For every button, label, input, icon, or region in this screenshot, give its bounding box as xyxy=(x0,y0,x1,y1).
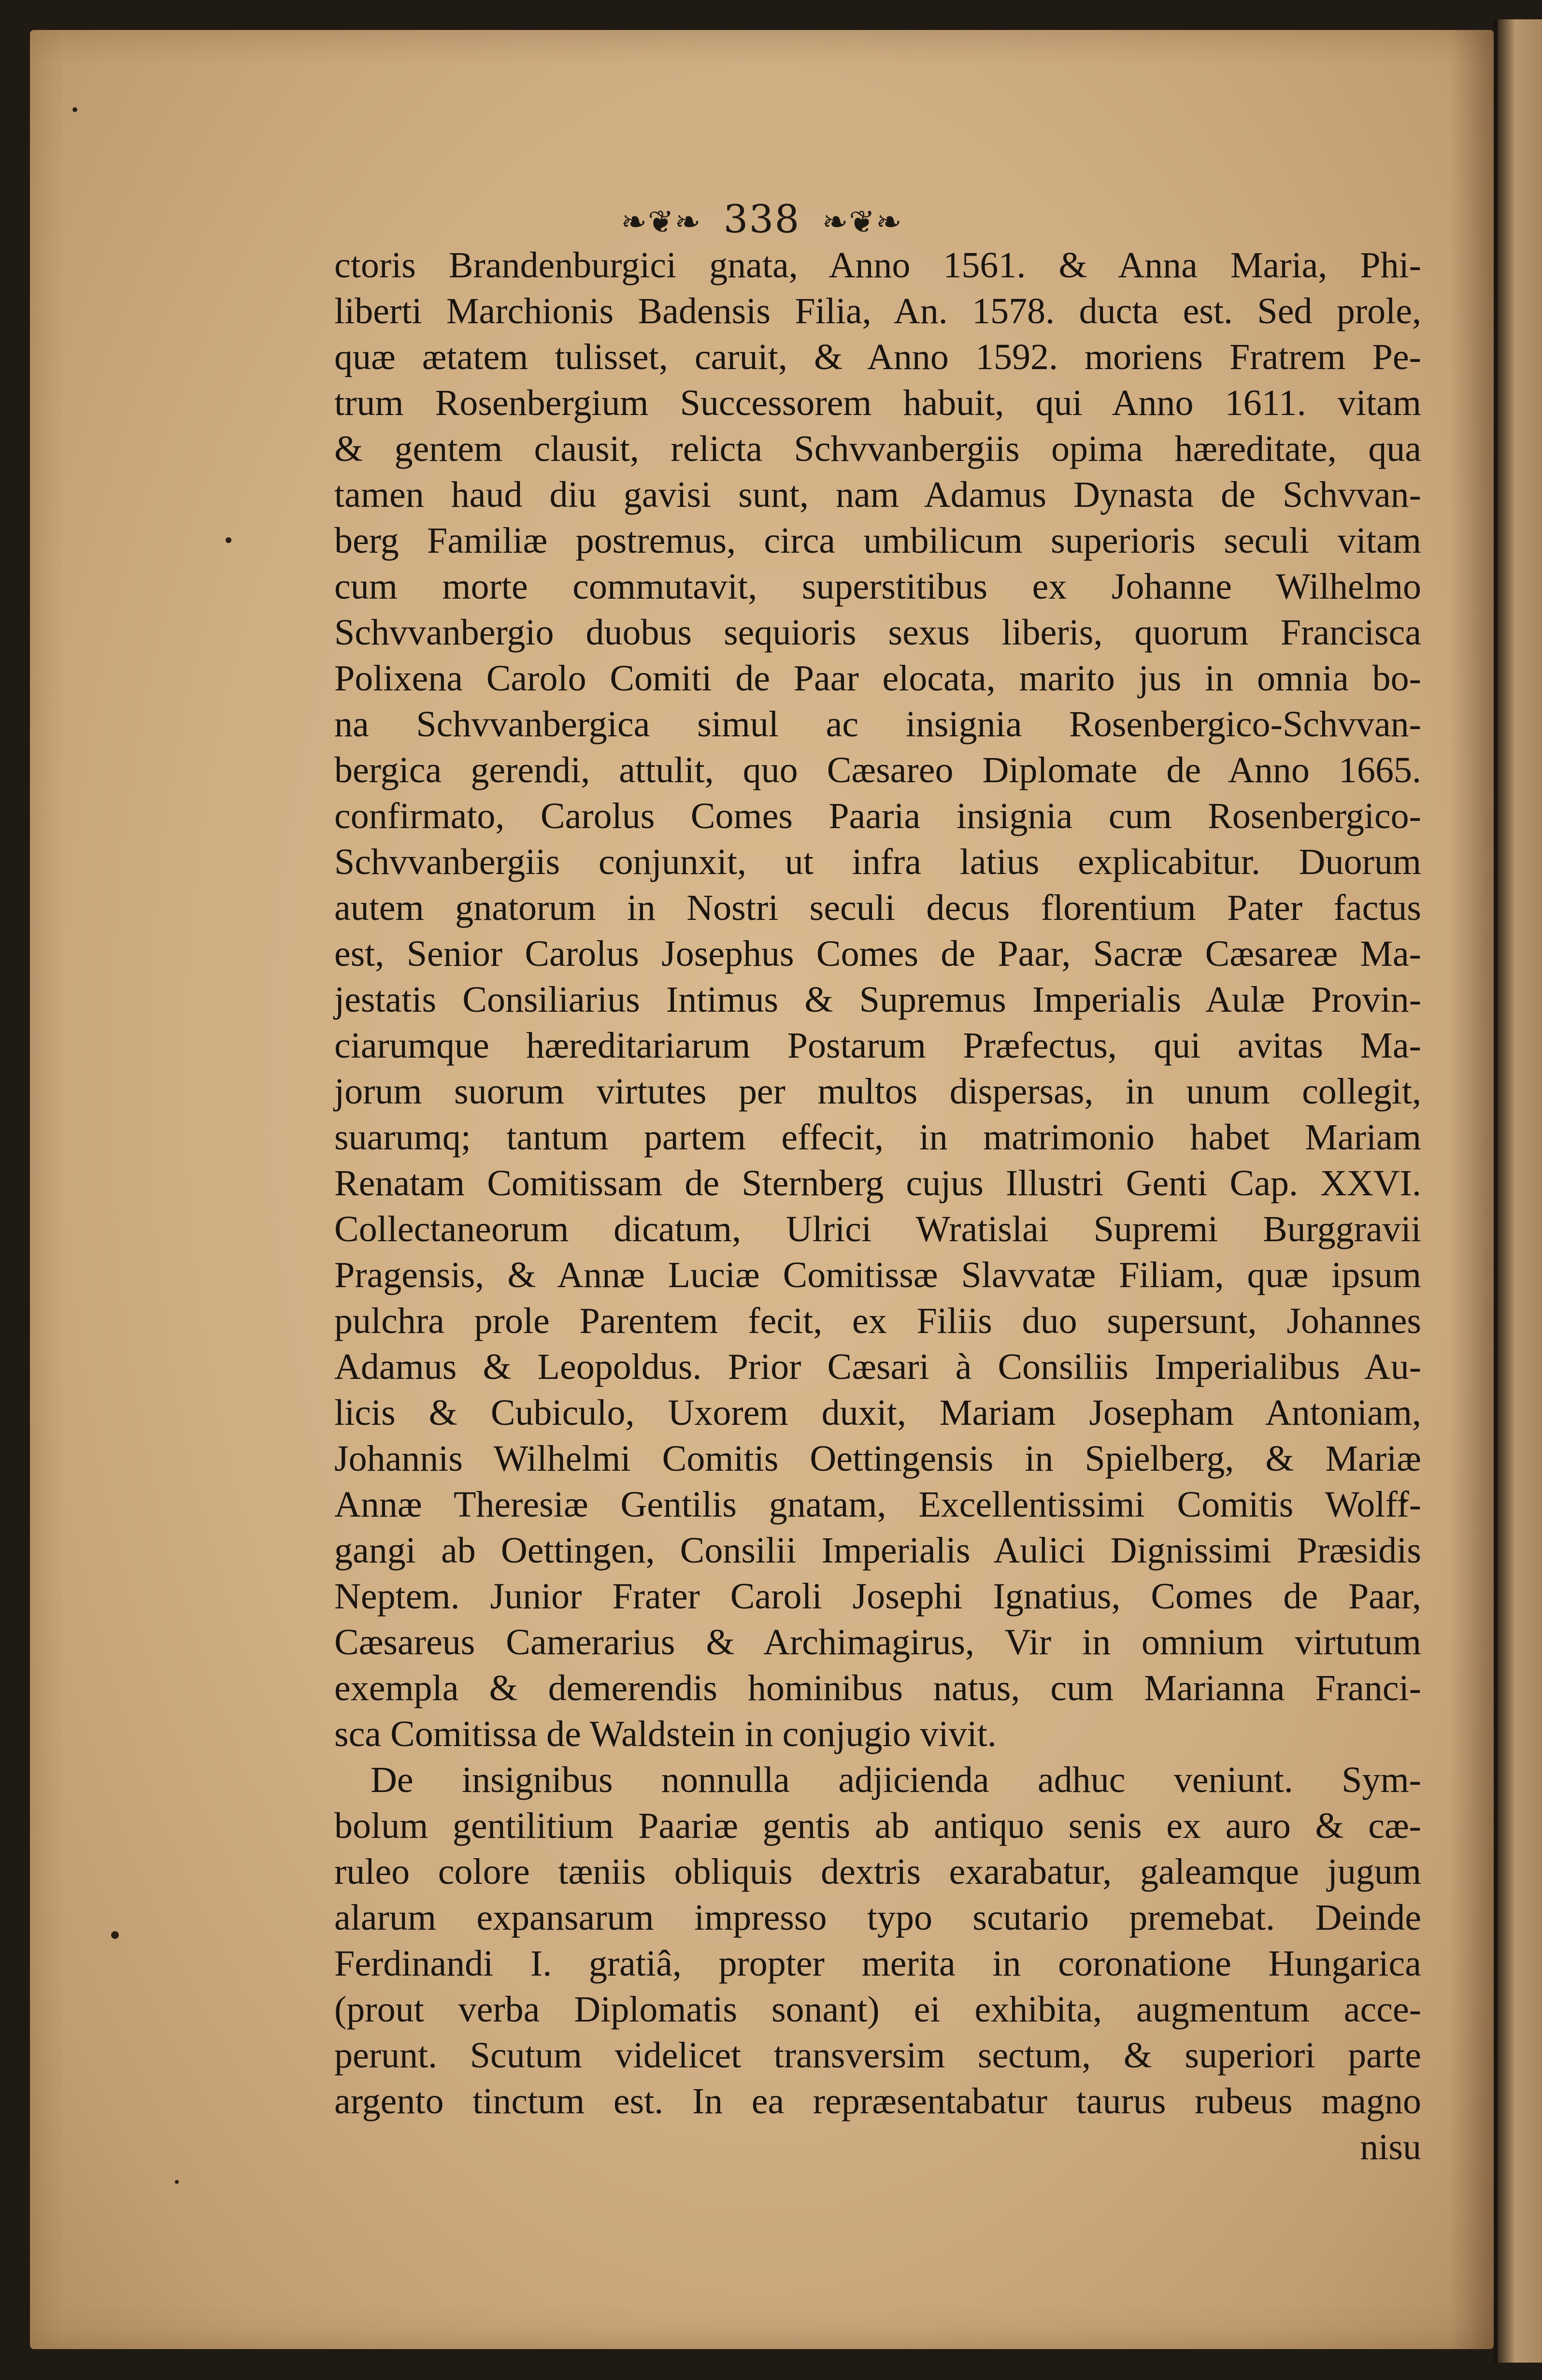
page-number: 338 xyxy=(723,197,800,242)
text-line: & gentem clausit, relicta Schvvanbergiis opima hæreditate, qua xyxy=(334,429,1421,469)
text-line: pulchra prole Parentem fecit, ex Filiis duo supersunt, Johannes xyxy=(334,1301,1421,1341)
text-line: Polixena Carolo Comiti de Paar elocata, marito jus in omnia bo- xyxy=(334,658,1421,699)
text-line: Pragensis, & Annæ Luciæ Comitissæ Slavvatæ Filiam, quæ ipsum xyxy=(334,1255,1421,1295)
text-line: na Schvvanbergica simul ac insignia Rosenbergico-Schvvan- xyxy=(334,704,1421,745)
text-line: alarum expansarum impresso typo scutario premebat. Deinde xyxy=(334,1897,1421,1938)
text-line: (prout verba Diplomatis sonant) ei exhibita, augmentum acce- xyxy=(334,1989,1421,2030)
text-line: perunt. Scutum videlicet transversim sectum, & superiori parte xyxy=(334,2035,1421,2076)
paragraph-2 xyxy=(334,1757,1421,2124)
text-line: Adamus & Leopoldus. Prior Cæsari à Consiliis Imperialibus Au- xyxy=(334,1347,1421,1387)
text-line: argento tinctum est. In ea repræsentabatur taurus rubeus magno xyxy=(334,2081,1421,2122)
text-line: autem gnatorum in Nostri seculi decus florentium Pater factus xyxy=(334,888,1421,928)
text-line: licis & Cubiculo, Uxorem duxit, Mariam Josepham Antoniam, xyxy=(334,1392,1421,1433)
text-line: Johannis Wilhelmi Comitis Oettingensis in Spielberg, & Mariæ xyxy=(334,1438,1421,1479)
text-line: Neptem. Junior Frater Caroli Josephi Ignatius, Comes de Paar, xyxy=(334,1576,1421,1617)
text-line: sca Comitissa de Waldstein in conjugio vivit. xyxy=(334,1714,997,1754)
text-line: berg Familiæ postremus, circa umbilicum superioris seculi vitam xyxy=(334,520,1421,561)
page-header xyxy=(30,197,1494,242)
text-line: Cæsareus Camerarius & Archimagirus, Vir in omnium virtutum xyxy=(334,1622,1421,1663)
text-line: ruleo colore tæniis obliquis dextris exarabatur, galeamque jugum xyxy=(334,1851,1421,1892)
text-line: Annæ Theresiæ Gentilis gnatam, Excellentissimi Comitis Wolff- xyxy=(334,1484,1421,1525)
text-line: trum Rosenbergium Successorem habuit, qui Anno 1611. vitam xyxy=(334,383,1421,423)
text-line: Ferdinandi I. gratiâ, propter merita in coronatione Hungarica xyxy=(334,1943,1421,1984)
text-line: suarumq; tantum partem effecit, in matrimonio habet Mariam xyxy=(334,1117,1421,1158)
paper-speck xyxy=(111,1931,119,1939)
body-text xyxy=(334,243,1421,2170)
text-line: gangi ab Oettingen, Consilii Imperialis Aulici Dignissimi Præsidis xyxy=(334,1530,1421,1571)
text-line: Renatam Comitissam de Sternberg cujus Illustri Genti Cap. XXVI. xyxy=(334,1163,1421,1204)
paper-speck xyxy=(175,2180,179,2184)
text-line: confirmato, Carolus Comes Paaria insignia cum Rosenbergico- xyxy=(334,796,1421,836)
paper-speck xyxy=(226,537,231,543)
gutter xyxy=(1494,19,1498,2363)
text-line: bergica gerendi, attulit, quo Cæsareo Diplomate de Anno 1665. xyxy=(334,750,1421,790)
text-line: liberti Marchionis Badensis Filia, An. 1578. ducta est. Sed prole, xyxy=(334,291,1421,331)
next-page-edge xyxy=(1498,19,1542,2363)
paragraph-1 xyxy=(334,243,1421,1757)
text-line: quæ ætatem tulisset, caruit, & Anno 1592. moriens Fratrem Pe- xyxy=(334,337,1421,377)
header-ornament-left-icon: ❧❦❧ xyxy=(621,204,702,240)
text-line: ciarumque hæreditariarum Postarum Præfectus, qui avitas Ma- xyxy=(334,1025,1421,1066)
text-line: Schvvanbergio duobus sequioris sexus liberis, quorum Francisca xyxy=(334,612,1421,653)
text-line: Collectaneorum dicatum, Ulrici Wratislai Supremi Burggravii xyxy=(334,1209,1421,1249)
text-line: Schvvanbergiis conjunxit, ut infra latius explicabitur. Duorum xyxy=(334,842,1421,882)
text-line: jestatis Consiliarius Intimus & Supremus Imperialis Aulæ Provin- xyxy=(334,979,1421,1020)
text-line: tamen haud diu gavisi sunt, nam Adamus Dynasta de Schvvan- xyxy=(334,474,1421,515)
text-line: De insignibus nonnulla adjicienda adhuc veniunt. Sym- xyxy=(371,1760,1421,1800)
paper-speck xyxy=(72,107,77,112)
text-line: est, Senior Carolus Josephus Comes de Paar, Sacræ Cæsareæ Ma- xyxy=(334,933,1421,974)
text-line: exempla & demerendis hominibus natus, cum Marianna Franci- xyxy=(334,1668,1421,1708)
header-ornament-right-icon: ❧❦❧ xyxy=(822,204,903,240)
text-line: bolum gentilitium Paariæ gentis ab antiquo senis ex auro & cæ- xyxy=(334,1806,1421,1846)
catchword: nisu xyxy=(1360,2127,1421,2167)
text-line: ctoris Brandenburgici gnata, Anno 1561. & Anna Maria, Phi- xyxy=(334,245,1421,286)
text-line: jorum suorum virtutes per multos dispersas, in unum collegit, xyxy=(334,1071,1421,1112)
text-line: cum morte commutavit, superstitibus ex Johanne Wilhelmo xyxy=(334,566,1421,607)
book-page xyxy=(30,30,1494,2349)
